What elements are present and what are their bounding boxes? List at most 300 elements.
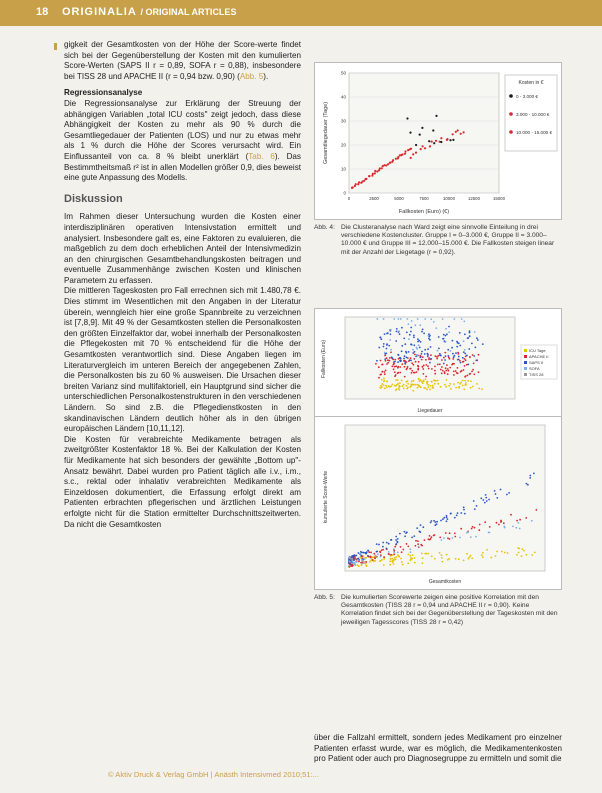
data-point	[410, 327, 412, 329]
data-point	[421, 351, 423, 353]
x-tick-label: 12500	[468, 196, 480, 201]
data-point	[420, 148, 422, 150]
data-point	[466, 532, 468, 534]
data-point	[379, 167, 381, 169]
data-point	[519, 528, 521, 530]
data-point	[431, 368, 433, 370]
data-point	[460, 528, 462, 530]
data-point	[455, 370, 457, 372]
paragraph-discussion-2: Die mittleren Tageskosten pro Fall errechnen sich mit 1.480,78 €. Dies stimmt im Wesentlichen mit den Angaben in der Literatur überein, wenngleich hier eine große Spannbreite zu verzeichnen ist [7,8,9]. Mit 49 % der Gesamtkosten stellen die Personalkosten den größten Einzelfaktor dar, wobei innerhalb der Personalkosten die Pflegekosten mit 70 % entscheidend für die Höhe der Gesamtkosten verantwortlich sind. Diese Angaben liegen im Literaturvergleich im unteren Bereich der angegebenen Zahlen, die Personalkosten bis zu 60 % ausweisen. Die Ursachen dieser breiten Varianz sind multifaktoriell, ein Hauptgrund sind sicher die unterschiedlichen Personalkostenstrukturen in den verschiedenen Ländern. So sind z.B. die Pflegedienstkosten in den skandinavischen Ländern deutlich höher als in den übrigen europäischen Ländern [10,11,12].	[64, 286, 301, 434]
data-point	[417, 368, 419, 370]
section-title	[62, 6, 236, 18]
data-point	[452, 353, 454, 355]
data-point	[475, 347, 477, 349]
data-point	[413, 380, 415, 382]
data-point	[415, 144, 417, 146]
data-point	[373, 557, 375, 559]
data-point	[464, 376, 466, 378]
data-point	[432, 387, 434, 389]
figure-4-chart	[314, 62, 562, 220]
paragraph-regression: Die Regressionsanalyse zur Erklärung der Streuung der abhängigen Variablen „total ICU costs" zeigt jedoch, dass diese Abhängigkeit der Kosten zu mehr als 90 % durch die Gesamtliegedauer der Patienten (LOS) und nur zu etwas mehr als 1 % durch die Höhe der Scores verursacht wird. Ein Einflussanteil von ca. 8 % bleibt unerklärt (Tab. 6). Das Bestimmtheitsmaß r² ist in allen Modellen größer 0,9, dies beweist eine gute Anpassung des Modells.	[64, 98, 301, 183]
data-point	[473, 363, 475, 365]
data-point	[387, 332, 389, 334]
data-point	[386, 363, 388, 365]
data-point	[410, 157, 412, 159]
legend-marker-1	[524, 349, 527, 352]
data-point	[414, 324, 416, 326]
data-point	[397, 367, 399, 369]
data-point	[409, 132, 411, 134]
data-point	[403, 358, 405, 360]
plot-area	[345, 425, 545, 571]
data-point	[404, 363, 406, 365]
x-axis-label: Liegedauer	[417, 408, 443, 414]
data-point	[504, 552, 506, 554]
data-point	[431, 555, 433, 557]
data-point	[398, 318, 400, 320]
figure-5b-chart	[314, 416, 562, 590]
data-point	[384, 373, 386, 375]
data-point	[353, 555, 355, 557]
legend-entry-2: 3.000 - 10.000 €	[516, 112, 550, 117]
data-point	[413, 344, 415, 346]
data-point	[445, 370, 447, 372]
data-point	[389, 560, 391, 562]
data-point	[489, 526, 491, 528]
data-point	[435, 115, 437, 117]
data-point	[398, 385, 400, 387]
data-point	[419, 134, 421, 136]
data-point	[475, 536, 477, 538]
data-point	[406, 357, 408, 359]
data-point	[400, 546, 402, 548]
data-point	[367, 555, 369, 557]
figure-4-text: Die Clusteranalyse nach Ward zeigt eine sinnvolle Einteilung in drei verschiedene Kostencluster. Gruppe I = 0–3.000 €, Gruppe II = 3.000–10.000 € und Gruppe III = 12.000–15.000 €. Die Fallkosten steigen linear mit der Anzahl der Liegetage (r = 0,92).	[341, 224, 555, 256]
data-point	[447, 368, 449, 370]
data-point	[381, 383, 383, 385]
data-point	[413, 372, 415, 374]
data-point	[449, 538, 451, 540]
data-point	[419, 347, 421, 349]
data-point	[400, 558, 402, 560]
data-point	[462, 361, 464, 363]
data-point	[389, 162, 391, 164]
data-point	[468, 348, 470, 350]
data-point	[460, 382, 462, 384]
data-point	[470, 380, 472, 382]
data-point	[506, 494, 508, 496]
data-point	[419, 531, 421, 533]
data-point	[397, 156, 399, 158]
data-point	[410, 331, 412, 333]
data-point	[380, 385, 382, 387]
data-point	[437, 364, 439, 366]
data-point	[353, 558, 355, 560]
legend-entry-4: SOFA	[529, 366, 540, 371]
data-point	[490, 557, 492, 559]
data-point	[470, 536, 472, 538]
data-point	[404, 150, 406, 152]
data-point	[369, 561, 371, 563]
data-point	[362, 560, 364, 562]
data-point	[431, 536, 433, 538]
data-point	[451, 364, 453, 366]
data-point	[408, 323, 410, 325]
data-point	[452, 340, 454, 342]
continuation-marker	[54, 43, 57, 50]
data-point	[414, 354, 416, 356]
data-point	[456, 372, 458, 374]
data-point	[482, 552, 484, 554]
page-footer: © Aktiv Druck & Verlag GmbH | Anästh Intensivmed 2010;51:...	[108, 770, 320, 779]
data-point	[485, 497, 487, 499]
data-point	[407, 383, 409, 385]
data-point	[400, 358, 402, 360]
data-point	[393, 551, 395, 553]
data-point	[421, 353, 423, 355]
data-point	[383, 564, 385, 566]
data-point	[447, 349, 449, 351]
data-point	[469, 373, 471, 375]
data-point	[421, 359, 423, 361]
data-point	[380, 374, 382, 376]
data-point	[445, 335, 447, 337]
data-point	[512, 526, 514, 528]
data-point	[450, 513, 452, 515]
data-point	[518, 548, 520, 550]
data-point	[394, 546, 396, 548]
data-point	[383, 377, 385, 379]
data-point	[428, 140, 430, 142]
data-point	[417, 540, 419, 542]
data-point	[349, 561, 351, 563]
data-point	[380, 338, 382, 340]
data-point	[473, 355, 475, 357]
data-point	[407, 387, 409, 389]
data-point	[378, 377, 380, 379]
data-point	[375, 556, 377, 558]
data-point	[454, 517, 456, 519]
data-point	[445, 328, 447, 330]
data-point	[413, 335, 415, 337]
data-point	[387, 163, 389, 165]
figure-5a-chart	[314, 308, 562, 418]
x-tick-label: 5000	[394, 196, 404, 201]
legend-marker-3	[524, 361, 527, 364]
data-point	[368, 175, 370, 177]
data-point	[374, 560, 376, 562]
data-point	[390, 539, 392, 541]
data-point	[383, 343, 385, 345]
figure-reference[interactable]: Abb. 5	[239, 71, 264, 81]
data-point	[462, 385, 464, 387]
data-point	[440, 137, 442, 139]
data-point	[379, 551, 381, 553]
data-point	[433, 520, 435, 522]
data-point	[457, 367, 459, 369]
data-point	[428, 538, 430, 540]
y-tick-label: 20	[340, 142, 346, 148]
data-point	[380, 387, 382, 389]
data-point	[386, 348, 388, 350]
data-point	[466, 355, 468, 357]
data-point	[376, 551, 378, 553]
data-point	[452, 537, 454, 539]
data-point	[454, 355, 456, 357]
legend-marker-2	[509, 112, 513, 116]
data-point	[420, 544, 422, 546]
data-point	[454, 536, 456, 538]
data-point	[427, 386, 429, 388]
data-point	[404, 153, 406, 155]
data-point	[395, 340, 397, 342]
data-point	[479, 524, 481, 526]
figure-5a-plot	[315, 309, 561, 417]
data-point	[427, 553, 429, 555]
data-point	[395, 536, 397, 538]
data-point	[390, 558, 392, 560]
data-point	[442, 318, 444, 320]
data-point	[463, 509, 465, 511]
data-point	[417, 543, 419, 545]
data-point	[386, 386, 388, 388]
data-point	[440, 141, 442, 143]
y-tick-label: 10	[340, 166, 346, 172]
data-point	[414, 557, 416, 559]
subsection-name: / ORIGINAL ARTICLES	[140, 7, 237, 17]
data-point	[460, 512, 462, 514]
data-point	[406, 117, 408, 119]
data-point	[452, 358, 454, 360]
data-point	[406, 543, 408, 545]
data-point	[358, 181, 360, 183]
data-point	[393, 368, 395, 370]
data-point	[409, 386, 411, 388]
data-point	[402, 564, 404, 566]
data-point	[412, 349, 414, 351]
data-point	[412, 390, 414, 392]
data-point	[465, 382, 467, 384]
data-point	[413, 535, 415, 537]
data-point	[382, 542, 384, 544]
data-point	[385, 385, 387, 387]
data-point	[365, 564, 367, 566]
data-point	[391, 366, 393, 368]
data-point	[404, 343, 406, 345]
data-point	[525, 517, 527, 519]
data-point	[516, 554, 518, 556]
data-point	[467, 375, 469, 377]
data-point	[482, 499, 484, 501]
data-point	[401, 350, 403, 352]
data-point	[531, 520, 533, 522]
data-point	[397, 372, 399, 374]
data-point	[489, 532, 491, 534]
data-point	[394, 371, 396, 373]
heading-discussion: Diskussion	[64, 192, 123, 205]
data-point	[452, 139, 454, 141]
data-point	[463, 388, 465, 390]
data-point	[399, 366, 401, 368]
data-point	[388, 385, 390, 387]
data-point	[427, 381, 429, 383]
data-point	[422, 557, 424, 559]
data-point	[383, 346, 385, 348]
data-point	[423, 380, 425, 382]
data-point	[458, 558, 460, 560]
data-point	[424, 147, 426, 149]
subheading-regression: Regressionsanalyse	[64, 88, 143, 98]
data-point	[380, 360, 382, 362]
legend-marker-5	[524, 373, 527, 376]
legend-marker-2	[524, 355, 527, 358]
data-point	[465, 359, 467, 361]
data-point	[449, 139, 451, 141]
data-point	[394, 359, 396, 361]
data-point	[400, 360, 402, 362]
data-point	[460, 133, 462, 135]
data-point	[357, 564, 359, 566]
data-point	[446, 554, 448, 556]
data-point	[388, 553, 390, 555]
data-point	[394, 385, 396, 387]
data-point	[463, 131, 465, 133]
data-point	[430, 385, 432, 387]
data-point	[352, 186, 354, 188]
data-point	[473, 373, 475, 375]
data-point	[469, 556, 471, 558]
data-point	[482, 343, 484, 345]
data-point	[418, 340, 420, 342]
data-point	[409, 334, 411, 336]
data-point	[399, 333, 401, 335]
data-point	[373, 553, 375, 555]
data-point	[445, 355, 447, 357]
data-point	[447, 373, 449, 375]
data-point	[428, 335, 430, 337]
data-point	[472, 369, 474, 371]
data-point	[390, 351, 392, 353]
data-point	[396, 331, 398, 333]
data-point	[411, 320, 413, 322]
data-point	[467, 337, 469, 339]
data-point	[503, 525, 505, 527]
data-point	[381, 549, 383, 551]
data-point	[434, 534, 436, 536]
legend	[521, 345, 557, 379]
data-point	[455, 131, 457, 133]
data-point	[401, 363, 403, 365]
data-point	[434, 366, 436, 368]
data-point	[440, 386, 442, 388]
data-point	[402, 549, 404, 551]
data-point	[383, 556, 385, 558]
data-point	[384, 358, 386, 360]
data-point	[453, 383, 455, 385]
data-point	[515, 527, 517, 529]
data-point	[420, 341, 422, 343]
data-point	[478, 371, 480, 373]
data-point	[430, 354, 432, 356]
data-point	[399, 533, 401, 535]
data-point	[443, 334, 445, 336]
data-point	[459, 345, 461, 347]
data-point	[476, 337, 478, 339]
data-point	[352, 560, 354, 562]
data-point	[455, 352, 457, 354]
data-point	[420, 524, 422, 526]
data-point	[381, 371, 383, 373]
data-point	[531, 554, 533, 556]
data-point	[370, 552, 372, 554]
data-point	[446, 138, 448, 140]
data-point	[389, 360, 391, 362]
data-point	[439, 552, 441, 554]
data-point	[472, 354, 474, 356]
data-point	[448, 558, 450, 560]
data-point	[439, 354, 441, 356]
data-point	[393, 318, 395, 320]
data-point	[365, 561, 367, 563]
data-point	[379, 337, 381, 339]
data-point	[446, 515, 448, 517]
data-point	[495, 555, 497, 557]
data-point	[393, 548, 395, 550]
data-point	[413, 358, 415, 360]
data-point	[415, 361, 417, 363]
data-point	[446, 379, 448, 381]
data-point	[408, 338, 410, 340]
data-point	[457, 512, 459, 514]
table-reference[interactable]: Tab. 6	[248, 151, 275, 161]
data-point	[394, 366, 396, 368]
data-point	[418, 378, 420, 380]
data-point	[445, 367, 447, 369]
data-point	[367, 550, 369, 552]
data-point	[446, 520, 448, 522]
data-point	[358, 561, 360, 563]
data-point	[508, 492, 510, 494]
data-point	[418, 361, 420, 363]
data-point	[474, 331, 476, 333]
data-point	[384, 352, 386, 354]
data-point	[503, 522, 505, 524]
data-point	[417, 387, 419, 389]
data-point	[395, 559, 397, 561]
data-point	[384, 388, 386, 390]
data-point	[398, 354, 400, 356]
data-point	[457, 353, 459, 355]
data-point	[377, 553, 379, 555]
data-point	[417, 355, 419, 357]
data-point	[444, 359, 446, 361]
data-point	[430, 522, 432, 524]
data-point	[399, 372, 401, 374]
data-point	[434, 558, 436, 560]
data-point	[394, 557, 396, 559]
data-point	[463, 351, 465, 353]
data-point	[440, 520, 442, 522]
data-point	[484, 502, 486, 504]
data-point	[389, 357, 391, 359]
data-point	[353, 559, 355, 561]
data-point	[495, 493, 497, 495]
data-point	[378, 366, 380, 368]
data-point	[442, 370, 444, 372]
data-point	[453, 371, 455, 373]
data-point	[402, 385, 404, 387]
data-point	[464, 353, 466, 355]
